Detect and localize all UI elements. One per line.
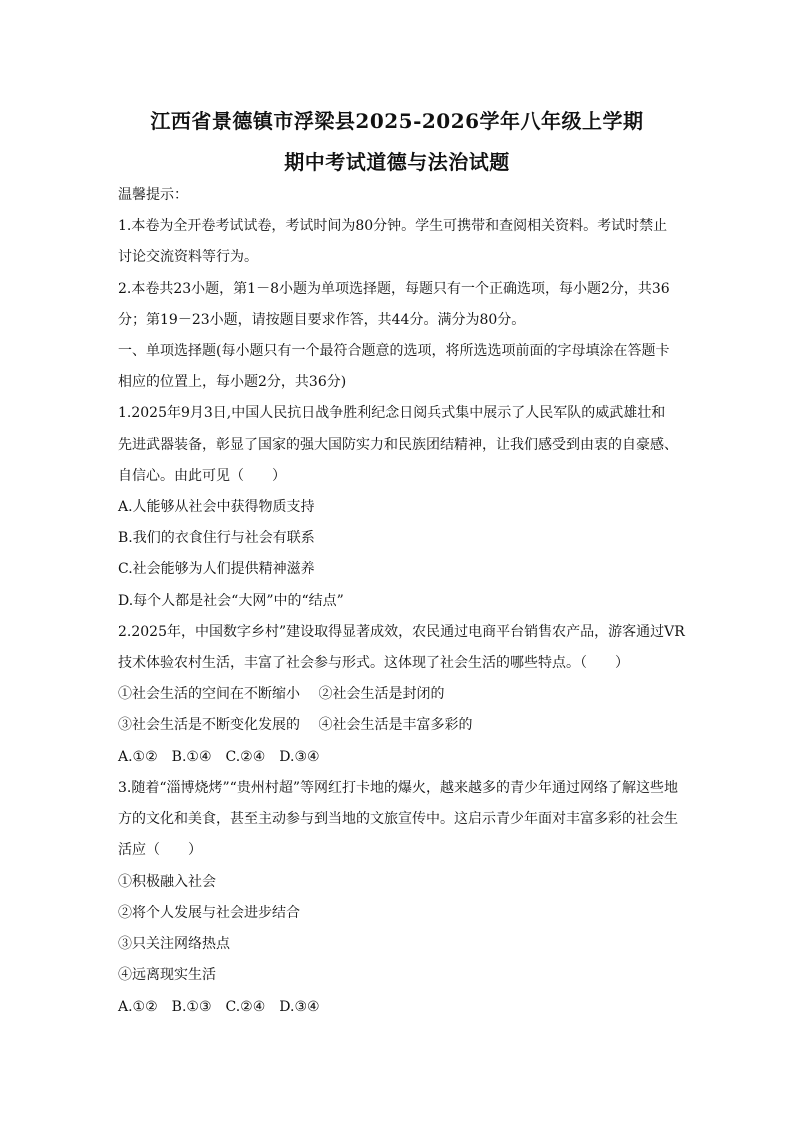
q3-statement-2: ②将个人发展与社会进步结合	[118, 905, 300, 921]
q3-stem-line3: 活应（ ）	[118, 842, 202, 858]
q1-stem-line3: 自信心。由此可见（ ）	[118, 468, 286, 484]
notice-item2-line1: 2.本卷共23小题，第1－8小题为单项选择题，每题只有一个正确选项，每小题2分，共36	[118, 281, 670, 297]
q1-option-a: A.人能够从社会中获得物质支持	[118, 499, 315, 515]
section-heading-line2: 相应的位置上，每小题2分，共36分)	[118, 374, 347, 390]
notice-item2-line2: 分；第19－23小题，请按题目要求作答，共44分。满分为80分。	[118, 312, 526, 328]
q2-stem-line2: 技术体验农村生活，丰富了社会参与形式。这体现了社会生活的哪些特点。（ ）	[118, 655, 629, 671]
q3-statement-4: ④远离现实生活	[118, 967, 216, 983]
q1-option-b: B.我们的衣食住行与社会有联系	[118, 530, 315, 546]
exam-title-line1: 江西省景德镇市浮梁县2025-2026学年八年级上学期	[150, 109, 644, 133]
section-heading-line1: 一、单项选择题(每小题只有一个最符合题意的选项，将所选选项前面的字母填涂在答题卡	[118, 343, 670, 359]
notice-item1-line2: 讨论交流资料等行为。	[118, 249, 258, 265]
notice-item1-line1: 1.本卷为全开卷考试试卷，考试时间为80分钟。学生可携带和查阅相关资料。考试时禁止	[118, 218, 668, 234]
q2-options: A.①② B.①④ C.②④ D.③④	[118, 749, 320, 765]
q1-option-c: C.社会能够为人们提供精神滋养	[118, 561, 315, 577]
q2-statements-row2: ③社会生活是不断变化发展的 ④社会生活是丰富多彩的	[118, 717, 473, 733]
exam-title-line2: 期中考试道德与法治试题	[284, 150, 510, 174]
q3-statement-1: ①积极融入社会	[118, 874, 216, 890]
q1-stem-line2: 先进武器装备，彰显了国家的强大国防实力和民族团结精神，让我们感受到由衷的自豪感、	[118, 437, 678, 453]
q3-statement-3: ③只关注网络热点	[118, 936, 230, 952]
q3-stem-line2: 方的文化和美食，甚至主动参与到当地的文旅宣传中。这启示青少年面对丰富多彩的社会生	[118, 811, 678, 827]
q3-stem-line1: 3.随着“淄博烧烤”“贵州村超”等网红打卡地的爆火，越来越多的青少年通过网络了解这些地	[118, 780, 678, 796]
notice-heading: 温馨提示：	[118, 187, 188, 203]
q2-stem-line1: 2.2025年，中国数字乡村”建设取得显著成效，农民通过电商平台销售农产品，游客通过VR	[118, 624, 685, 640]
q1-option-d: D.每个人都是社会“大网”中的“结点”	[118, 593, 344, 609]
q2-statements-row1: ①社会生活的空间在不断缩小 ②社会生活是封闭的	[118, 686, 445, 702]
q3-options: A.①② B.①③ C.②④ D.③④	[118, 999, 320, 1015]
q1-stem-line1: 1.2025年9月3日,中国人民抗日战争胜利纪念日阅兵式集中展示了人民军队的威武雄壮和	[118, 405, 666, 421]
